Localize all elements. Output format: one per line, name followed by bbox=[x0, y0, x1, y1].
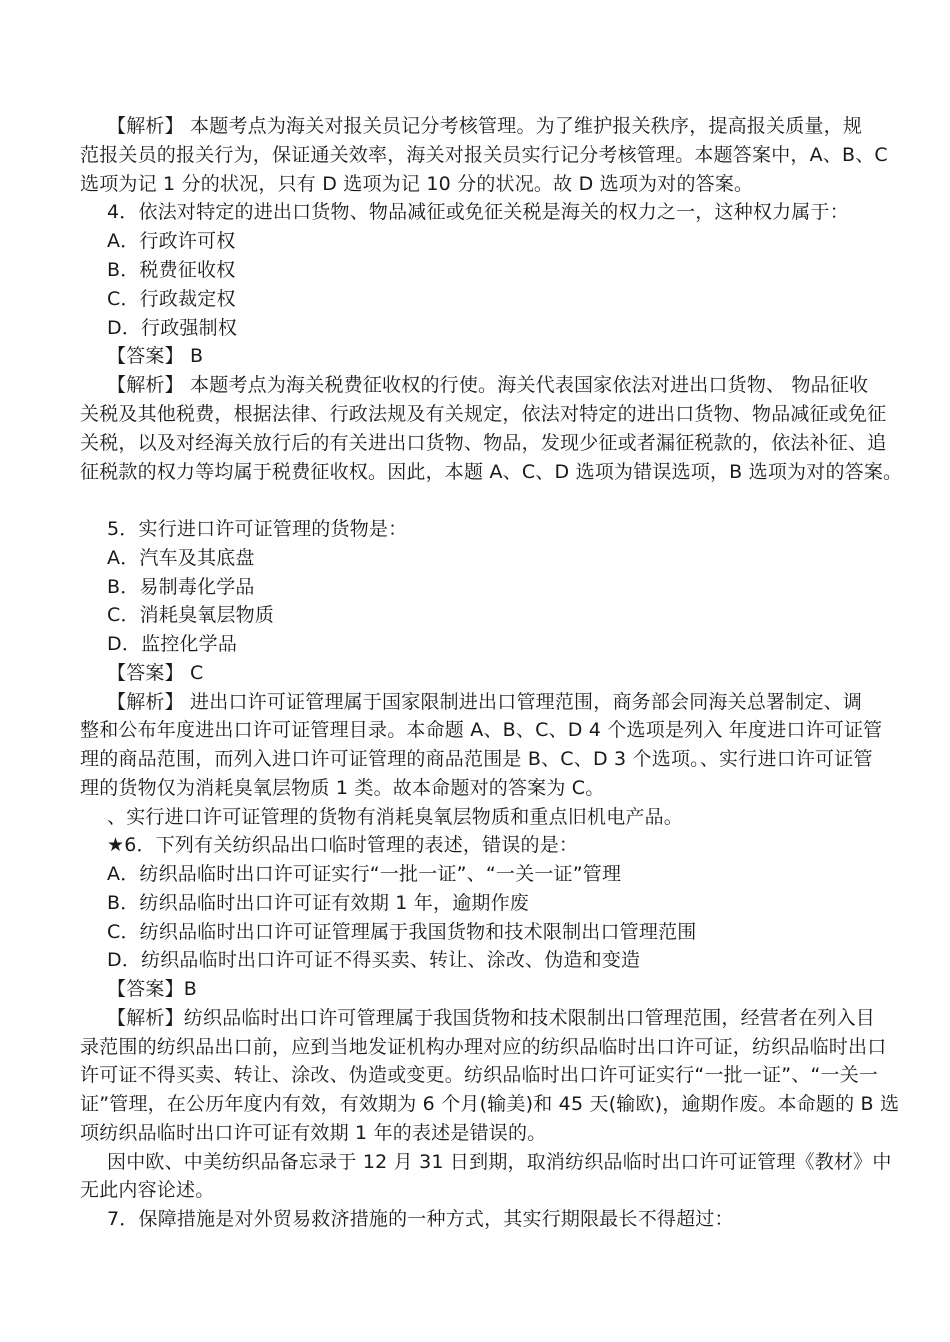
option-b: B．易制毒化学品 bbox=[107, 576, 255, 598]
text-line: 【解析】纺织品临时出口许可管理属于我国货物和技术限制出口管理范围，经营者在列入目 bbox=[107, 1007, 876, 1029]
option-d: D．纺织品临时出口许可证不得买卖、转让、涂改、伪造和变造 bbox=[107, 949, 641, 971]
text-line: 因中欧、中美纺织品备忘录于 12 月 31 日到期，取消纺织品临时出口许可证管理《教材》中 bbox=[107, 1151, 892, 1173]
option-c: C．行政裁定权 bbox=[107, 288, 236, 310]
text-line: 理的货物仅为消耗臭氧层物质 1 类。故本命题对的答案为 C。 bbox=[80, 777, 605, 799]
text-line: 、实行进口许可证管理的货物有消耗臭氧层物质和重点旧机电产品。 bbox=[107, 806, 684, 828]
option-a: A．汽车及其底盘 bbox=[107, 547, 255, 569]
text-line: 【解析】 本题考点为海关税费征收权的行使。海关代表国家依法对进出口货物、 物品征收 bbox=[107, 374, 869, 396]
text-line: 整和公布年度进出口许可证管理目录。本命题 A、B、C、D 4 个选项是列入 年度进口许可证管 bbox=[80, 719, 883, 741]
text-line: 范报关员的报关行为，保证通关效率，海关对报关员实行记分考核管理。本题答案中，A、B、C bbox=[80, 144, 888, 166]
answer-line: 【答案】 B bbox=[107, 345, 204, 367]
option-a: A．纺织品临时出口许可证实行“一批一证”、“一关一证”管理 bbox=[107, 863, 622, 885]
option-b: B．纺织品临时出口许可证有效期 1 年，逾期作废 bbox=[107, 892, 530, 914]
option-d: D．行政强制权 bbox=[107, 317, 238, 339]
option-a: A．行政许可权 bbox=[107, 230, 236, 252]
text-line: 关税，以及对经海关放行后的有关进出口货物、物品，发现少征或者漏征税款的，依法补征、追 bbox=[80, 432, 887, 454]
option-c: C．纺织品临时出口许可证管理属于我国货物和技术限制出口管理范围 bbox=[107, 921, 697, 943]
text-line: 项纺织品临时出口许可证有效期 1 年的表述是错误的。 bbox=[80, 1122, 547, 1144]
question-4: 4．依法对特定的进出口货物、物品减征或免征关税是海关的权力之一，这种权力属于： bbox=[107, 201, 849, 223]
text-line: 证”管理，在公历年度内有效，有效期为 6 个月(输美)和 45 天(输欧)，逾期作废。本命题的 B 选 bbox=[80, 1093, 900, 1115]
text-line: 【解析】 进出口许可证管理属于国家限制进出口管理范围，商务部会同海关总署制定、调 bbox=[107, 691, 863, 713]
answer-line: 【答案】 C bbox=[107, 662, 204, 684]
option-b: B．税费征收权 bbox=[107, 259, 236, 281]
option-c: C．消耗臭氧层物质 bbox=[107, 604, 275, 626]
text-line: 理的商品范围，而列入进口许可证管理的商品范围是 B、C、D 3 个选项。、实行进口许可证管 bbox=[80, 748, 873, 770]
text-line: 征税款的权力等均属于税费征收权。因此，本题 A、C、D 选项为错误选项，B 选项为对的答案。 bbox=[80, 461, 903, 483]
text-line: 录范围的纺织品出口前，应到当地发证机构办理对应的纺织品临时出口许可证，纺织品临时出口 bbox=[80, 1036, 887, 1058]
question-5: 5．实行进口许可证管理的货物是： bbox=[107, 518, 408, 540]
question-6: ★6．下列有关纺织品出口临时管理的表述，错误的是： bbox=[107, 834, 579, 856]
text-line: 许可证不得买卖、转让、涂改、伪造或变更。纺织品临时出口许可证实行“一批一证”、“一关一 bbox=[80, 1064, 879, 1086]
option-d: D．监控化学品 bbox=[107, 633, 238, 655]
text-line: 关税及其他税费，根据法律、行政法规及有关规定，依法对特定的进出口货物、物品减征或免征 bbox=[80, 403, 887, 425]
text-line: 选项为记 1 分的状况，只有 D 选项为记 10 分的状况。故 D 选项为对的答案。 bbox=[80, 173, 754, 195]
text-line: 【解析】 本题考点为海关对报关员记分考核管理。为了维护报关秩序，提高报关质量，规 bbox=[107, 115, 863, 137]
question-7: 7．保障措施是对外贸易救济措施的一种方式，其实行期限最长不得超过： bbox=[107, 1208, 734, 1230]
text-line: 无此内容论述。 bbox=[80, 1179, 215, 1201]
answer-line: 【答案】B bbox=[107, 978, 198, 1000]
